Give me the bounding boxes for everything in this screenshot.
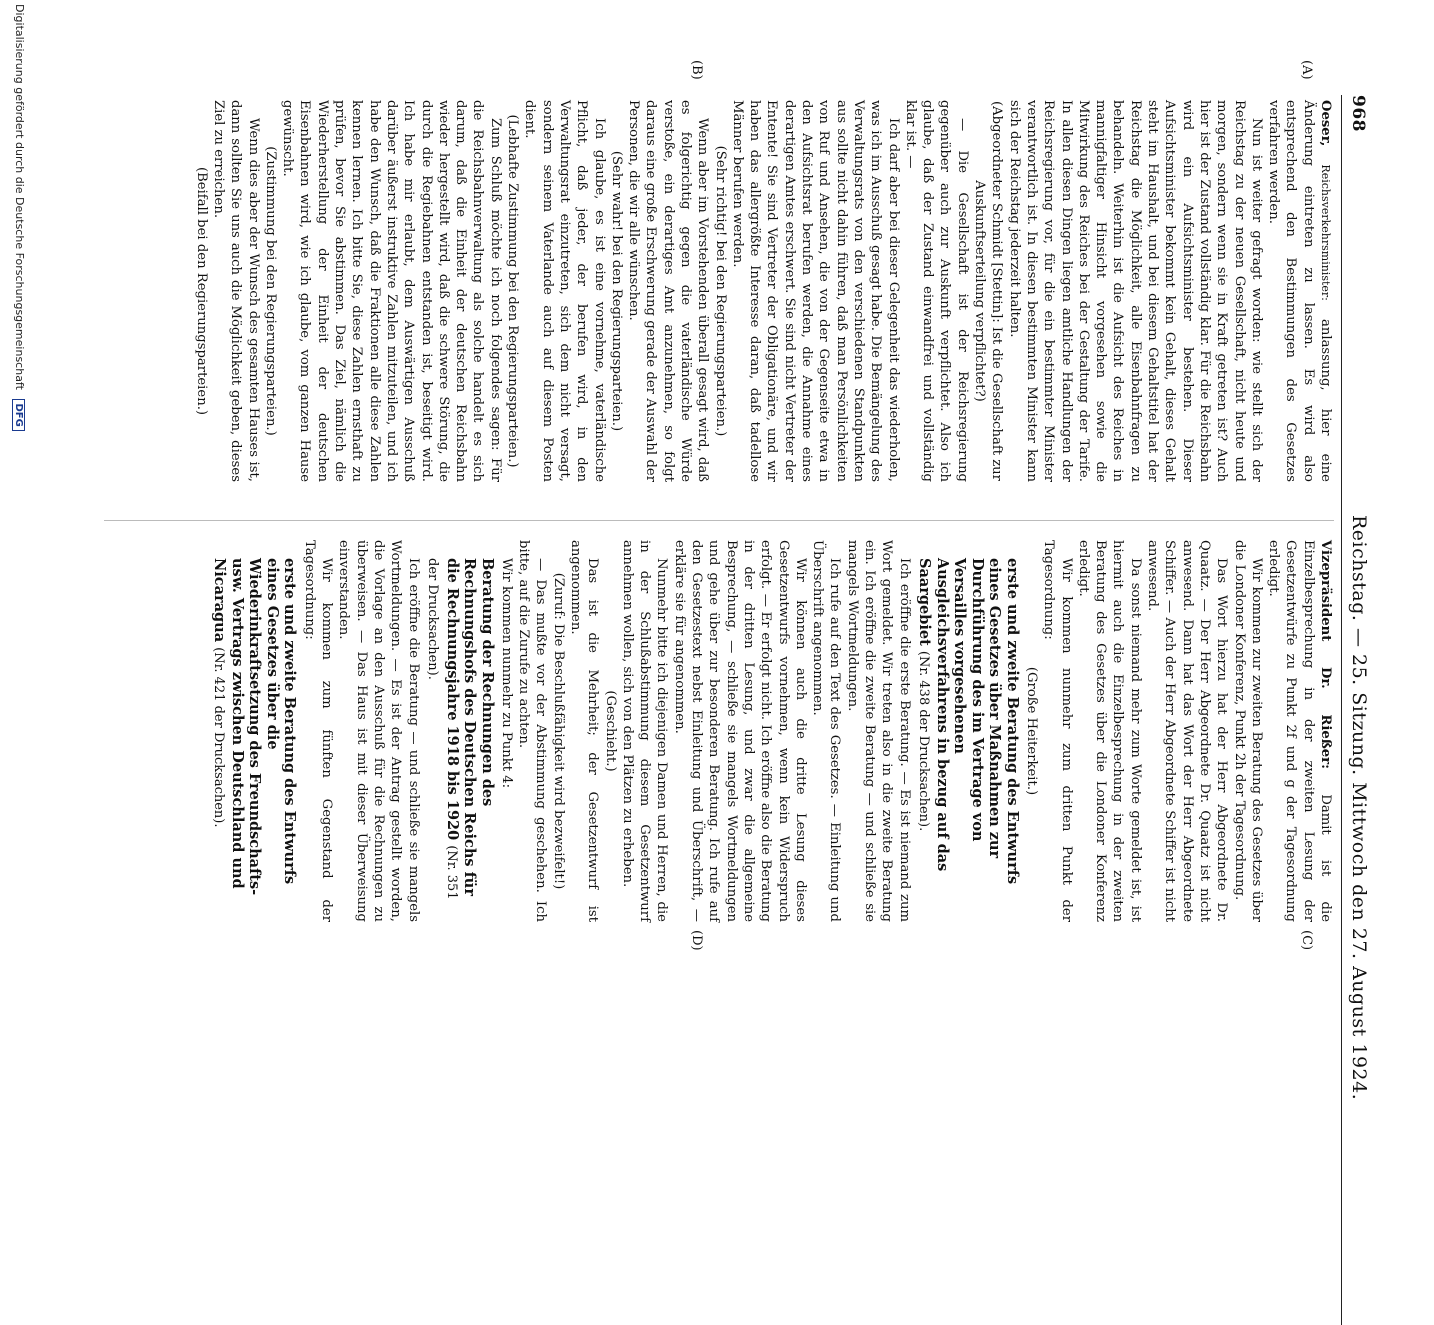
paragraph: Wir kommen zum fünften Gegenstand der Tagesordnung: [301,540,335,922]
paragraph: Zum Schluß möchte ich noch folgendes sagen: Für die Reichsbahnverwaltung als solche handelt es sich darum, daß die Einheit der deutschen Reichsbahn wieder hergestellt wird, daß die schwere Störung, die durch die Regiebahnen entstanden ist, beseitigt wird. Ich habe mir erlaubt, dem Auswärtigen Ausschuß darüber äußerst instruktive Zahlen mitzuteilen, und ich habe den Wunsch, daß die Fraktionen alle diese Zahlen kennen lernen. Ich bitte Sie, diese Zahlen ernsthaft zu prüfen, bevor Sie abstimmen. Das Ziel, nämlich die Wiederherstellung der Einheit der deutschen Eisenbahnen wird, wie ich glaube, vom ganzen Hause gewünscht. [280,100,503,482]
document-reference: (Nr. 421 der Drucksachen). [211,647,227,828]
paragraph: Ich eröffne die erste Beratung. — Es ist niemand zum Wort gemeldet. Wir treten also in die zweite Beratung ein. Ich eröffne die zweite Beratung — und schließe sie mangels Wortmeldungen. [844,540,912,922]
margin-mark-a: (A) [1299,60,1314,80]
paragraph: Nunmehr bitte ich diejenigen Damen und Herren, die in der Schlußabstimmung diesem Gesetzentwurf annehmen wollen, sich von den Plätzen zu erheben. [619,540,670,922]
paragraph: Wir kommen nunmehr zum dritten Punkt der Tagesordnung: [1041,540,1074,922]
interjection: (Beifall bei den Regierungsparteien.) [193,166,209,416]
paragraph: Wenn dies aber der Wunsch des gesamten Hauses ist, dann sollten Sie uns auch die Möglichkeit geben, dieses Ziel zu erreichen. [211,100,261,482]
interjection: (Abgeordneter Schmidt [Stettin]: Ist die Gesellschaft zur Auskunftserteilung verpflichtet?) [972,101,1005,481]
header-title: Reichstag. — 25. Sitzung. Mittwoch den 27. August 1924. [1348,515,1370,1101]
interjection: (Lebhafte Zustimmung bei den Regierungsparteien.) [505,114,521,468]
paragraph: Ich eröffne die Beratung — und schließe sie mangels Wortmeldungen. — Es ist der Antrag gestellt worden, die Vorlage an den Ausschuß für die Rechnungen zu überweisen. — Das Haus ist mit dieser Überweisung einverstanden. [336,540,421,922]
interjection: (Geschieht.) [602,690,618,772]
paragraph: Vizepräsident Dr. Rießer: Damit ist die Einzelbesprechung in der zweiten Lesung der Gesetzentwürfe zu Punkt 2f und g der Tagesordnung erledigt. [1266,540,1333,922]
paragraph: Das ist die Mehrheit; der Gesetzentwurf ist angenommen. [568,540,601,922]
paragraph: Wir kommen zur zweiten Beratung des Gesetzes über die Londoner Konferenz, Punkt 2h der Tagesordnung. [1231,540,1264,922]
margin-mark-c: (C) [1299,930,1314,951]
column-divider [104,520,1334,521]
header-rule [1341,95,1342,1325]
document-reference: (Nr. 351 der Drucksachen). [425,558,459,900]
paragraph: — Das mußte vor der Abstimmung geschehen. Ich bitte, auf die Zurufe zu achten. [516,540,549,922]
paragraph: Wir kommen nunmehr zu Punkt 4: [498,558,514,789]
agenda-heading: Beratung der Rechnungen des Rechnungshofs des Deutschen Reichs für die Rechnungsjahre 1918 bis 1920 (Nr. 351 der Drucksachen). [425,558,496,900]
speaker-role: Reichsverkehrsminister: [1319,164,1332,301]
interjection: (Zuruf: Die Beschlußfähigkeit wird bezweifelt!) [550,572,566,890]
interjection: (Sehr richtig! bei den Regierungsparteien.) [712,145,728,437]
page-number: 968 [1348,95,1368,132]
paragraph: Nun ist weiter gefragt worden: wie stellt sich der Reichstag zu der neuen Gesellschaft, nicht heute und morgen, sondern wenn sie in Kraft getreten ist? Auch hier ist der Zustand vollständig klar. Für die Reichsbahn wird ein Aufsichtsminister bestehen. Dieser Aufsichtsminister bekommt kein Gehalt, dieses Gehalt steht im Haushalt, und bei diesem Gehaltstitel hat der Reichstag die Möglichkeit, alle Eisenbahnfragen zu behandeln. Weiterhin ist die Aufsicht des Reiches in mannigfaltiger Hinsicht vorgesehen sowie die Mitwirkung des Reiches bei der Gestaltung der Tarife. In allen diesen Dingen liegen amtliche Handlungen der Reichsregierung vor, für die ein bestimmter Minister verantwortlich ist. In diesen bestimmten Minister kann sich der Reichstag jederzeit halten. [1006,100,1264,482]
margin-mark-d: (D) [689,930,704,951]
paragraph: Ich darf aber bei dieser Gelegenheit das wiederholen, was ich im Ausschuß gesagt habe. Die Bemängelung des Verwaltungsrats von den verschiedenen Standpunkten aus sollte nicht dahin führen, daß man Persönlichkeiten von Ruf und Ansehen, die von der Gegenseite etwa in den Aufsichtsrat berufen werden, die Annahme eines derartigen Amtes erschwert. Sie sind nicht Vertreter der Entente! Sie sind Vertreter der Obligationäre, und wir haben das allergrößte Interesse daran, daß tadellose Männer berufen werden. [729,100,901,482]
paragraph: Ich glaube, es ist eine vornehme, vaterländische Pflicht, daß jeder, der berufen wird, in den Verwaltungsrat einzutreten, sich dem nicht versagt, sondern seinem Vaterlande auch auf diesem Posten dient. [522,100,607,482]
speaker-name: Oeser, [1318,100,1333,147]
paragraph: — Die Gesellschaft ist der Reichsregierung gegenüber auch zur Auskunft verpflichtet. Also ich glaube, daß der Zustand einwandfrei und vollständig klar ist. — [902,100,970,482]
paragraph: Ich rufe auf den Text des Gesetzes. — Einleitung und Überschrift angenommen. [810,540,843,922]
paragraph: Oeser, Reichsverkehrsminister: anlassung, hier eine Änderung eintreten zu lassen. Es wird also entsprechend den Bestimmungen des Gesetzes verfahren werden. [1266,100,1333,482]
interjection: (Große Heiterkeit.) [1023,666,1039,796]
margin-mark-b: (B) [689,60,704,80]
interjection: (Zustimmung bei den Regierungsparteien.) [262,146,278,436]
agenda-heading: erste und zweite Beratung des Entwurfs eines Gesetzes über Maßnahmen zur Durchführung des im Vertrage von Versailles vorgesehenen Ausgleichsverfahrens in bezug auf das Saargebiet (Nr. 438 der Drucksachen). [916,558,1021,885]
dfg-logo: DFG [12,399,25,430]
paragraph: Das Wort hierzu hat der Herr Abgeordnete Dr. Quaatz. — Der Herr Abgeordnete Dr. Quaatz ist nicht anwesend. Dann hat das Wort der Herr Abgeordnete Schiffer. — Auch der Herr Abgeordnete Schiffer ist nicht anwesend. [1145,540,1230,922]
footer-text: Digitalisierung gefördert durch die Deutsche Forschungsgemeinschaft [13,4,26,390]
running-header [1344,95,1372,1325]
paragraph: Wenn aber im Vorstehenden überall gesagt wird, daß es folgerichtig gegen die vaterländische Würde verstoße, ein derartiges Amt anzunehmen, so folgt daraus eine große Erschwerung gerade der Auswahl der Personen, die wir alle wünschen. [626,100,711,482]
paragraph: Wir können auch die dritte Lesung dieses Gesetzentwurfs vornehmen, wenn kein Widerspruch erfolgt. — Er erfolgt nicht. Ich eröffne also die Beratung in der dritten Lesung, und zwar die allgemeine Besprechung, — schließe sie mangels Wortmeldungen und gehe über zur besonderen Beratung. Ich rufe auf den Gesetzestext nebst Einleitung und Überschrift, — erkläre sie für angenommen. [671,540,808,922]
left-column [192,100,1334,482]
paragraph: Da sonst niemand mehr zum Worte gemeldet ist, ist hiermit auch die Einzelbesprechung in der zweiten Beratung des Gesetzes über die Londoner Konferenz erledigt. [1075,540,1143,922]
right-column [208,540,1334,922]
digitization-footer [12,0,26,1004]
interjection: (Sehr wahr! bei den Regierungsparteien.) [608,150,624,432]
speaker-name: Vizepräsident Dr. Rießer: [1318,540,1333,769]
agenda-heading: erste und zweite Beratung des Entwurfs eines Gesetzes über die Wiederinkraftsetzung des Freundschafts- usw. Vertrags zwischen Deutschland und Nicaragua (Nr. 421 der Drucksachen). [211,558,299,896]
document-reference: (Nr. 438 der Drucksachen). [916,650,932,832]
